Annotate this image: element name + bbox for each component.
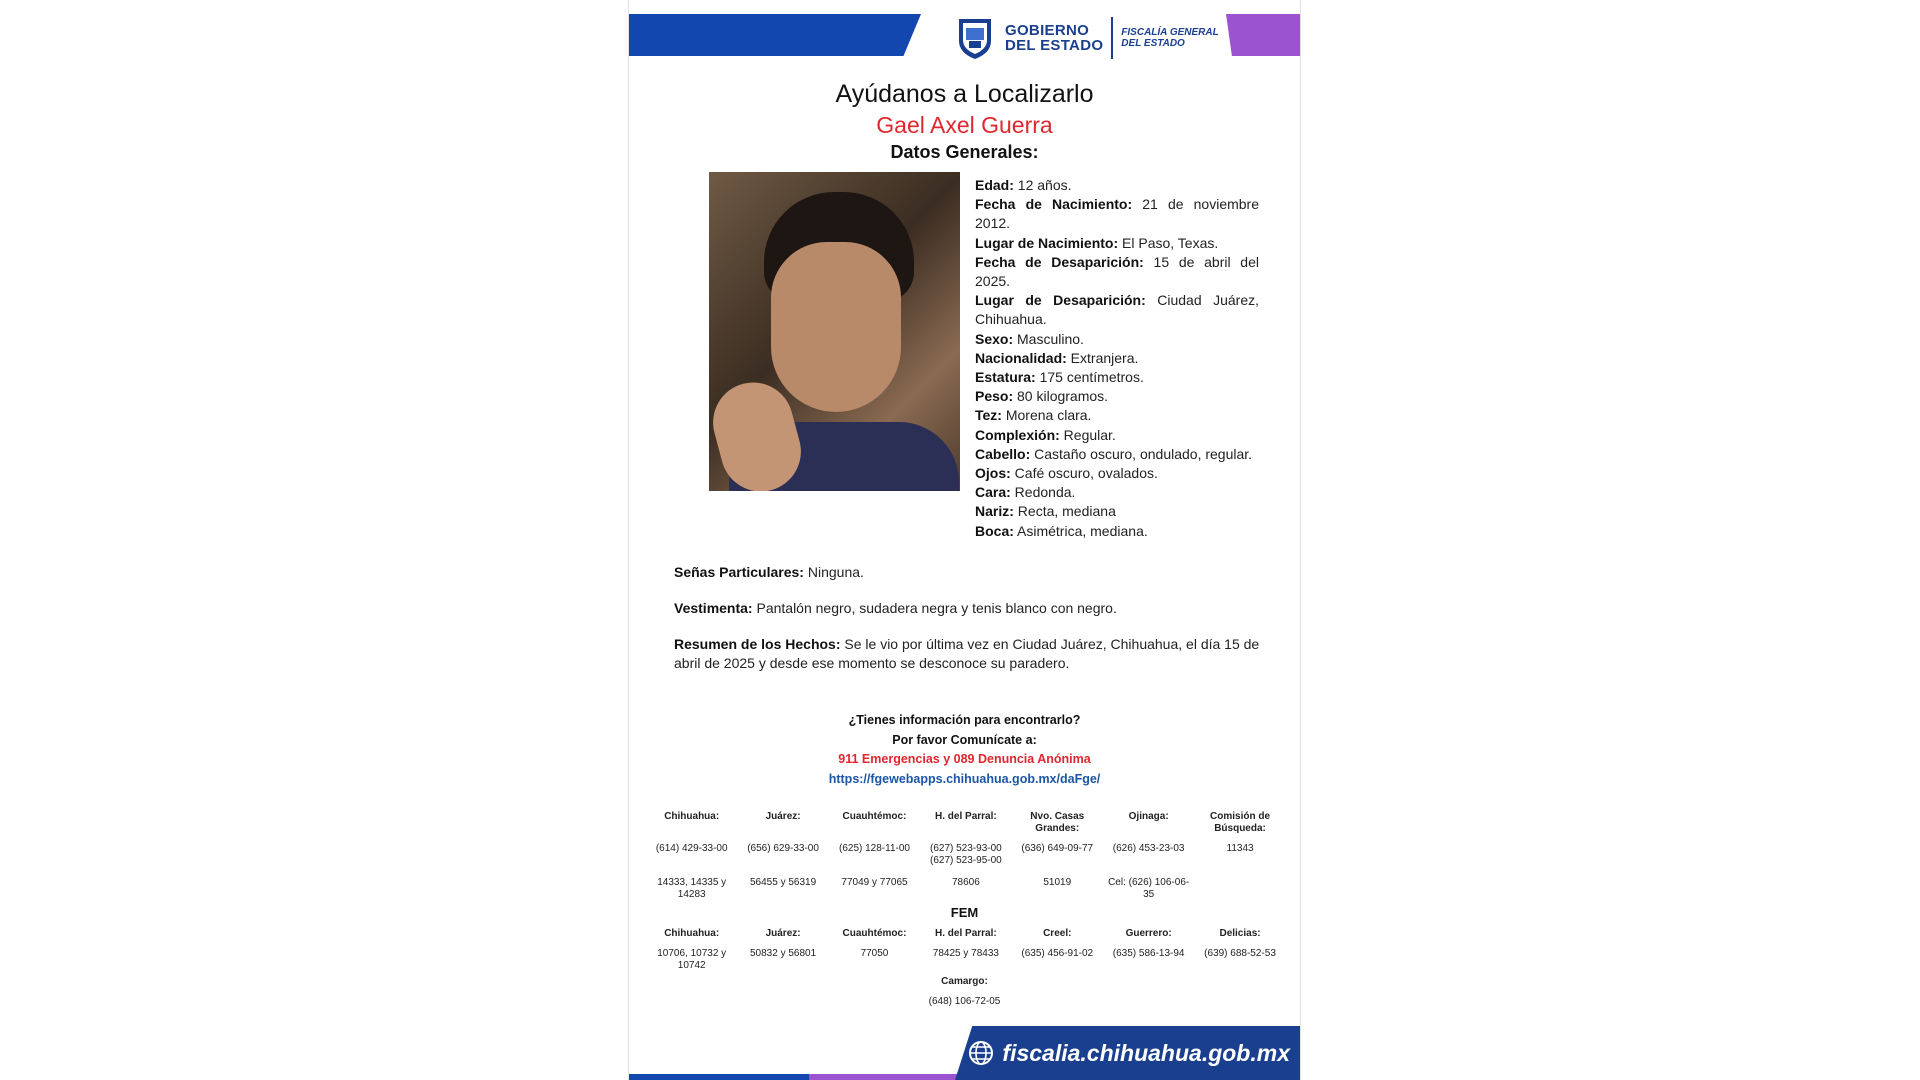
detail-label: Lugar de Desaparición:: [975, 292, 1146, 309]
detail-label: Nacionalidad:: [975, 349, 1067, 366]
detail-label: Boca:: [975, 522, 1014, 539]
table-header-cell: H. del Parral:: [935, 811, 997, 822]
detail-label: Ojos:: [975, 465, 1011, 482]
detail-label: Edad:: [975, 177, 1014, 193]
detail-item: [975, 502, 1259, 521]
detail-item: [975, 483, 1259, 502]
detail-label: Complexión:: [975, 426, 1060, 443]
vestimenta-paragraph: [674, 599, 1264, 618]
table-value-cell: 78425 y 78433: [932, 948, 999, 959]
table-phone-cell: (636) 649-09-77: [1021, 843, 1094, 854]
contact-question: ¿Tienes información para encontrarlo?: [848, 713, 1081, 727]
table-phone-cell: (656) 629-33-00: [747, 843, 819, 854]
detail-label: Estatura:: [975, 369, 1036, 386]
detail-label: Fecha de Desaparición:: [975, 253, 1144, 270]
detail-value: Recta, mediana: [1013, 503, 1116, 520]
detail-item: [975, 253, 1259, 291]
detail-value: Extranjera.: [1066, 349, 1139, 366]
detail-item: [975, 522, 1259, 541]
detail-value: 175 centímetros.: [1035, 369, 1144, 386]
detail-value: Morena clara.: [1001, 407, 1092, 424]
table-value-cell: 50832 y 56801: [750, 948, 817, 959]
table-value-cell: 77050: [860, 948, 889, 959]
detail-item: [975, 368, 1259, 387]
table-phone-cell: (626) 453-23-03: [1112, 843, 1185, 854]
detail-label: Sexo:: [975, 330, 1014, 347]
contact-request: Por favor Comunícate a:: [892, 733, 1037, 747]
footer-website-text: fiscalia.chihuahua.gob.mx: [1002, 1039, 1290, 1066]
table-header-cell: Cuauhtémoc:: [842, 811, 907, 822]
table-header-cell: Delicias:: [1219, 928, 1261, 939]
senas-value: Ninguna.: [803, 564, 864, 580]
emergency-numbers: 911 Emergencias y 089 Denuncia Anónima: [838, 752, 1091, 766]
table-phone-cell: 11343: [1226, 843, 1254, 854]
table-header-cell: Chihuahua:: [664, 928, 720, 939]
logo-divider: [1111, 17, 1113, 59]
gobierno-line1: GOBIERNO: [1005, 22, 1090, 39]
report-link[interactable]: https://fgewebapps.chihuahua.gob.mx/daFge/: [828, 772, 1101, 786]
fiscalia-text: [1121, 27, 1218, 49]
fiscalia-line1: FISCALÍA GENERAL: [1121, 27, 1219, 38]
detail-value: Castaño oscuro, ondulado, regular.: [1030, 445, 1253, 462]
detail-value: 15 de abril del 2025.: [975, 253, 1259, 290]
detail-value: Asimétrica, mediana.: [1013, 522, 1148, 539]
camargo-phone: (648) 106-72-05: [928, 996, 1001, 1007]
detail-item: [975, 176, 1259, 195]
table-header-cell: H. del Parral:: [935, 928, 997, 939]
detail-value: Café oscuro, ovalados.: [1010, 465, 1158, 482]
poster-title: Ayúdanos a Localizarlo: [835, 80, 1094, 108]
detail-label: Cara:: [975, 484, 1011, 501]
table-phone-cell: (627) 523-93-00 (627) 523-95-00: [930, 843, 1002, 866]
detail-label: Lugar de Nacimiento:: [975, 234, 1119, 251]
top-purple-bar: [1226, 14, 1300, 56]
missing-person-poster: [629, 0, 1300, 1080]
detail-value: Regular.: [1059, 426, 1116, 443]
fem-title: FEM: [950, 905, 979, 920]
globe-icon: [968, 1040, 994, 1066]
senas-paragraph: [674, 563, 1264, 582]
footer-website[interactable]: [968, 1034, 1290, 1072]
detail-value: Redonda.: [1010, 484, 1076, 501]
table-phone-cell: (614) 429-33-00: [655, 843, 728, 854]
resumen-paragraph: [674, 635, 1264, 672]
table-extension-cell: 51019: [1043, 877, 1072, 888]
table-header-cell: Chihuahua:: [664, 811, 720, 822]
missing-person-photo: [709, 172, 960, 491]
detail-value: 80 kilogramos.: [1013, 388, 1109, 405]
table-value-cell: (635) 586-13-94: [1112, 948, 1185, 959]
contact-table-2: [646, 928, 1286, 972]
fiscalia-line2: DEL ESTADO: [1121, 38, 1185, 49]
detail-item: [975, 195, 1259, 233]
details-list: [975, 176, 1259, 541]
detail-item: [975, 349, 1259, 368]
detail-item: [975, 234, 1259, 253]
table-extension-cell: Cel: (626) 106-06-35: [1108, 877, 1190, 900]
contact-table-1: [646, 811, 1286, 901]
detail-value: 12 años.: [1013, 177, 1072, 193]
section-subtitle: Datos Generales:: [890, 142, 1039, 162]
detail-label: Peso:: [975, 388, 1014, 405]
detail-value: 21 de noviembre 2012.: [975, 196, 1260, 232]
table-header-cell: Guerrero:: [1125, 928, 1172, 939]
table-value-cell: (639) 688-52-53: [1204, 948, 1276, 959]
vestimenta-label: Vestimenta:: [674, 600, 753, 616]
detail-item: [975, 426, 1259, 445]
detail-item: [975, 406, 1259, 425]
detail-label: Cabello:: [975, 445, 1031, 462]
table-header-cell: Nvo. Casas Grandes:: [1030, 811, 1085, 834]
table-phone-cell: (625) 128-11-00: [838, 843, 910, 854]
table-extension-cell: 78606: [951, 877, 980, 888]
table-value-cell: (635) 456-91-02: [1021, 948, 1094, 959]
detail-item: [975, 330, 1259, 349]
bottom-blue-strip: [629, 1074, 809, 1080]
camargo-label: Camargo:: [941, 976, 988, 987]
missing-person-name: Gael Axel Guerra: [876, 112, 1053, 138]
detail-item: [975, 464, 1259, 483]
top-blue-bar: [629, 14, 921, 56]
table-header-cell: Juárez:: [765, 928, 801, 939]
detail-item: [975, 387, 1259, 406]
gobierno-line2: DEL ESTADO: [1005, 37, 1104, 54]
detail-value: El Paso, Texas.: [1118, 234, 1219, 251]
government-logo: [955, 13, 1219, 63]
gobierno-text: [1005, 23, 1103, 53]
detail-item: [975, 291, 1259, 329]
table-extension-cell: 77049 y 77065: [841, 877, 908, 888]
vestimenta-value: Pantalón negro, sudadera negra y tenis blanco con negro.: [752, 600, 1117, 616]
table-header-cell: Juárez:: [765, 811, 801, 822]
state-shield-icon: [955, 15, 995, 61]
senas-label: Señas Particulares:: [674, 564, 804, 580]
table-header-cell: Creel:: [1043, 928, 1072, 939]
detail-label: Tez:: [975, 407, 1002, 424]
resumen-label: Resumen de los Hechos:: [674, 636, 841, 652]
table-value-cell: 10706, 10732 y 10742: [657, 948, 727, 971]
table-header-cell: Comisión de Búsqueda:: [1210, 811, 1271, 834]
detail-label: Fecha de Nacimiento:: [975, 196, 1133, 213]
resumen-value: Se le vio por última vez en Ciudad Juárez, Chihuahua, el día 15 de abril de 2025 y desde ese momento se desconoce su paradero.: [674, 636, 1260, 671]
table-extension-cell: 14333, 14335 y 14283: [657, 877, 727, 900]
table-extension-cell: [1194, 877, 1285, 901]
detail-value: Masculino.: [1013, 330, 1084, 347]
table-header-cell: Ojinaga:: [1128, 811, 1169, 822]
detail-value: Ciudad Juárez, Chihuahua.: [975, 292, 1259, 328]
table-extension-cell: 56455 y 56319: [750, 877, 817, 888]
table-header-cell: Cuauhtémoc:: [842, 928, 907, 939]
bottom-purple-strip: [809, 1074, 979, 1080]
detail-item: [975, 445, 1259, 464]
detail-label: Nariz:: [975, 503, 1014, 520]
